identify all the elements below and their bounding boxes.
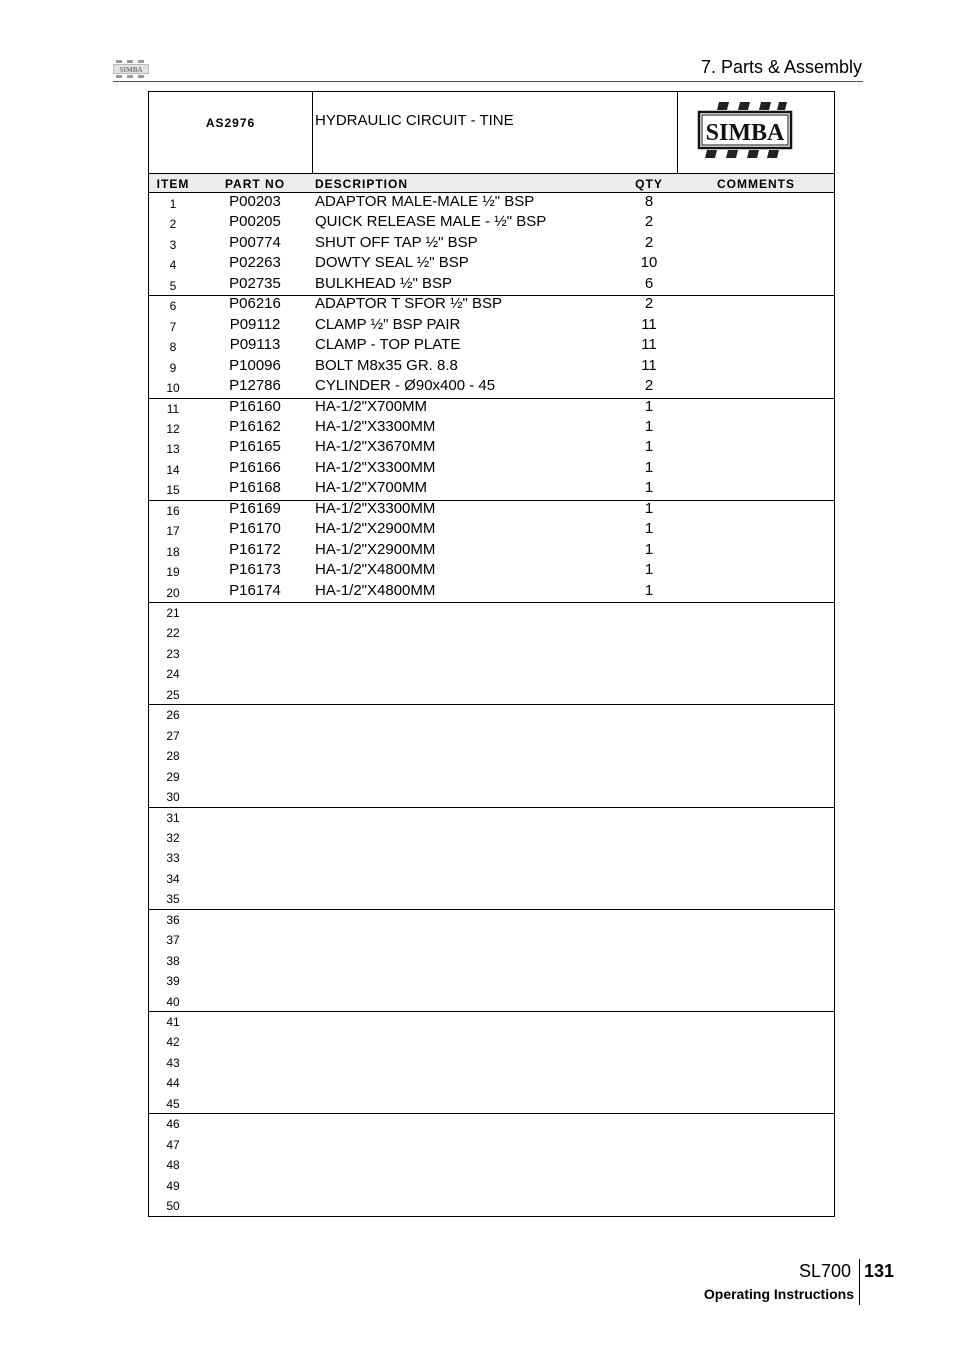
qty-cell: 11 <box>641 336 657 354</box>
item-cell: 31 <box>166 810 180 825</box>
table-row <box>149 1113 834 1133</box>
qty-cell: 8 <box>644 193 654 210</box>
item-cell: 22 <box>166 626 180 641</box>
table-row <box>149 418 834 438</box>
footer-divider <box>859 1259 860 1305</box>
table-row <box>149 377 834 397</box>
item-cell: 37 <box>166 933 180 948</box>
description-cell: HA-1/2"X4800MM <box>315 561 436 579</box>
page-number: 131 <box>864 1261 895 1281</box>
table-row <box>149 254 834 274</box>
item-cell: 49 <box>166 1178 180 1193</box>
description-cell: HA-1/2"X700MM <box>315 479 428 497</box>
description-cell: CLAMP - TOP PLATE <box>315 336 461 354</box>
item-cell: 14 <box>166 462 180 477</box>
item-cell: 45 <box>166 1096 180 1111</box>
description-cell: ADAPTOR T SFOR ½" BSP <box>315 295 503 313</box>
item-cell: 35 <box>166 892 180 907</box>
item-cell: 24 <box>166 667 180 682</box>
item-cell: 43 <box>166 1055 180 1070</box>
description-cell: DOWTY SEAL ½" BSP <box>315 254 469 272</box>
table-row <box>149 1154 834 1174</box>
table-row <box>149 295 834 315</box>
item-cell: 27 <box>166 728 180 743</box>
description-cell: HA-1/2"X3670MM <box>315 438 436 456</box>
table-row <box>149 663 834 683</box>
table-row <box>149 888 834 908</box>
part-no-cell: P00203 <box>229 193 281 210</box>
description-cell: CLAMP ½" BSP PAIR <box>315 315 461 333</box>
item-cell: 26 <box>166 708 180 723</box>
part-no-cell: P16165 <box>229 438 281 456</box>
part-no-cell: P16173 <box>229 561 281 579</box>
table-row <box>149 479 834 499</box>
item-cell: 8 <box>169 340 177 355</box>
item-cell: 36 <box>166 912 180 927</box>
qty-cell: 2 <box>644 233 654 251</box>
table-row <box>149 1195 834 1215</box>
description-cell: QUICK RELEASE MALE - ½" BSP <box>315 213 547 231</box>
table-row <box>149 786 834 806</box>
qty-cell: 2 <box>644 213 654 231</box>
header-divider <box>113 81 863 82</box>
table-row <box>149 929 834 949</box>
item-cell: 11 <box>166 401 180 416</box>
qty-cell: 1 <box>644 417 654 435</box>
table-row <box>149 561 834 581</box>
qty-cell: 1 <box>644 397 654 415</box>
parts-sheet <box>148 91 835 1217</box>
item-cell: 42 <box>166 1035 180 1050</box>
qty-cell: 1 <box>644 540 654 558</box>
qty-cell: 11 <box>641 356 657 374</box>
item-cell: 28 <box>166 749 180 764</box>
qty-cell: 1 <box>644 581 654 599</box>
table-row <box>149 541 834 561</box>
part-no-cell: P16172 <box>229 540 281 558</box>
item-cell: 17 <box>166 524 180 539</box>
table-row <box>149 622 834 642</box>
item-cell: 47 <box>166 1137 180 1152</box>
table-row <box>149 827 834 847</box>
part-no-cell: P16160 <box>229 397 281 415</box>
item-cell: 6 <box>169 299 177 314</box>
qty-cell: 1 <box>644 479 654 497</box>
item-cell: 50 <box>166 1199 180 1214</box>
column-qty: QTY <box>635 177 663 191</box>
item-cell: 10 <box>166 381 180 396</box>
part-no-cell: P12786 <box>229 377 281 395</box>
description-cell: ADAPTOR MALE-MALE ½" BSP <box>315 193 535 210</box>
description-cell: HA-1/2"X2900MM <box>315 540 436 558</box>
table-row <box>149 643 834 663</box>
item-cell: 3 <box>169 237 177 252</box>
item-cell: 40 <box>166 994 180 1009</box>
document-type: Operating Instructions <box>703 1286 854 1302</box>
item-cell: 18 <box>166 544 180 559</box>
title-block <box>149 92 834 173</box>
table-row <box>149 847 834 867</box>
description-cell: HA-1/2"X700MM <box>315 397 428 415</box>
item-cell: 30 <box>166 790 180 805</box>
item-cell: 1 <box>169 197 177 211</box>
description-cell: BULKHEAD ½" BSP <box>315 274 453 292</box>
qty-cell: 1 <box>644 499 654 517</box>
table-row <box>149 704 834 724</box>
column-description: DESCRIPTION <box>315 177 409 191</box>
item-cell: 39 <box>166 974 180 989</box>
item-cell: 5 <box>169 278 177 293</box>
item-cell: 32 <box>166 830 180 845</box>
table-row <box>149 275 834 295</box>
table-row <box>149 234 834 254</box>
table-row <box>149 582 834 602</box>
item-cell: 4 <box>169 258 177 273</box>
table-row <box>149 357 834 377</box>
table-row <box>149 991 834 1011</box>
description-cell: CYLINDER - Ø90x400 - 45 <box>315 377 496 395</box>
part-no-cell: P09113 <box>229 336 281 354</box>
item-cell: 15 <box>166 483 180 498</box>
part-no-cell: P16169 <box>229 499 281 517</box>
part-no-cell: P16168 <box>229 479 281 497</box>
table-row <box>149 438 834 458</box>
item-cell: 12 <box>166 421 180 436</box>
assembly-description: HYDRAULIC CIRCUIT - TINE <box>315 112 514 129</box>
description-cell: HA-1/2"X3300MM <box>315 499 436 517</box>
table-row <box>149 766 834 786</box>
table-row <box>149 520 834 540</box>
description-cell: SHUT OFF TAP ½" BSP <box>315 233 478 251</box>
table-row <box>149 336 834 356</box>
table-row <box>149 1134 834 1154</box>
item-cell: 7 <box>169 319 177 334</box>
part-no-cell: P16170 <box>229 520 281 538</box>
item-cell: 38 <box>166 953 180 968</box>
table-row <box>149 745 834 765</box>
description-cell: HA-1/2"X3300MM <box>315 458 436 476</box>
part-no-cell: P02263 <box>229 254 281 272</box>
table-row <box>149 1093 834 1113</box>
qty-cell: 2 <box>644 377 654 395</box>
column-comments: COMMENTS <box>717 177 795 191</box>
column-item: ITEM <box>156 177 190 191</box>
item-cell: 29 <box>166 769 180 784</box>
table-row <box>149 500 834 520</box>
part-no-cell: P06216 <box>229 295 281 313</box>
table-row <box>149 602 834 622</box>
table-row <box>149 398 834 418</box>
table-row <box>149 1052 834 1072</box>
qty-cell: 10 <box>640 254 658 272</box>
table-row <box>149 1072 834 1092</box>
item-cell: 34 <box>166 871 180 886</box>
item-cell: 46 <box>166 1117 180 1132</box>
column-header-row <box>149 173 834 193</box>
part-no-cell: P10096 <box>229 356 281 374</box>
part-no-cell: P00205 <box>229 213 281 231</box>
part-no-cell: P16166 <box>229 458 281 476</box>
description-cell: HA-1/2"X4800MM <box>315 581 436 599</box>
table-row <box>149 909 834 929</box>
qty-cell: 1 <box>644 561 654 579</box>
table-row <box>149 459 834 479</box>
part-no-cell: P00774 <box>229 233 281 251</box>
table-row <box>149 213 834 233</box>
column-part-no: PART NO <box>224 177 286 191</box>
table-row <box>149 193 834 213</box>
qty-cell: 1 <box>644 520 654 538</box>
description-cell: HA-1/2"X3300MM <box>315 417 436 435</box>
part-no-cell: P16162 <box>229 417 281 435</box>
part-no-cell: P02735 <box>229 274 281 292</box>
assembly-code: AS2976 <box>205 116 256 130</box>
simba-logo <box>695 100 795 160</box>
part-no-cell: P16174 <box>229 581 281 599</box>
table-row <box>149 725 834 745</box>
item-cell: 21 <box>166 606 180 620</box>
table-row <box>149 868 834 888</box>
table-row <box>149 1011 834 1031</box>
table-row <box>149 950 834 970</box>
table-row <box>149 1175 834 1195</box>
description-cell: HA-1/2"X2900MM <box>315 520 436 538</box>
table-row <box>149 1031 834 1051</box>
qty-cell: 11 <box>641 315 657 333</box>
table-row <box>149 807 834 827</box>
item-cell: 2 <box>169 217 177 232</box>
model-name: SL700 <box>799 1261 852 1281</box>
logo-wordmark: SIMBA <box>705 120 785 146</box>
item-cell: 48 <box>166 1158 180 1173</box>
item-cell: 41 <box>166 1015 180 1029</box>
item-cell: 33 <box>166 851 180 866</box>
qty-cell: 6 <box>644 274 654 292</box>
qty-cell: 2 <box>644 295 654 313</box>
table-row <box>149 684 834 704</box>
item-cell: 20 <box>166 585 180 600</box>
item-cell: 9 <box>169 360 177 375</box>
item-cell: 13 <box>166 442 180 457</box>
simba-header-logo <box>113 60 149 78</box>
qty-cell: 1 <box>644 458 654 476</box>
item-cell: 19 <box>166 565 180 580</box>
table-row <box>149 970 834 990</box>
qty-cell: 1 <box>644 438 654 456</box>
item-cell: 25 <box>166 687 180 702</box>
item-cell: 44 <box>166 1076 180 1091</box>
description-cell: BOLT M8x35 GR. 8.8 <box>315 356 458 374</box>
item-cell: 16 <box>166 503 180 518</box>
item-cell: 23 <box>166 646 180 661</box>
header-logo-text: SIMBA <box>119 66 143 74</box>
section-title: 7. Parts & Assembly <box>700 57 862 77</box>
part-no-cell: P09112 <box>229 315 281 333</box>
table-row <box>149 316 834 336</box>
